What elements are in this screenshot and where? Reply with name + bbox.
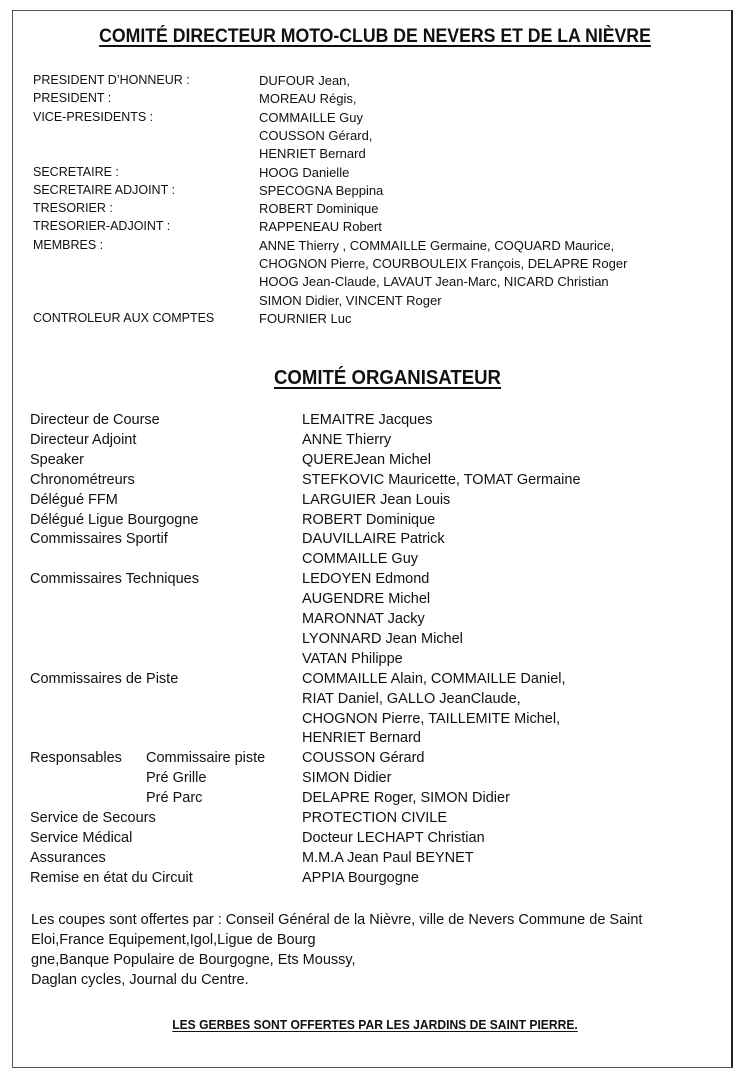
member-names: APPIA Bourgogne (302, 869, 419, 886)
role-label: TRESORIER : (33, 201, 113, 216)
page-title: COMITÉ DIRECTEUR MOTO-CLUB DE NEVERS ET DE LA NIÈVRE (99, 26, 651, 47)
member-names: DELAPRE Roger, SIMON Didier (302, 790, 510, 807)
role-label: Commissaires de Piste (30, 670, 179, 687)
member-names: SIMON Didier, VINCENT Roger (259, 292, 442, 308)
role-sublabel: Commissaire piste (146, 750, 266, 767)
role-label: Délégué FFM (30, 491, 118, 508)
role-label: CONTROLEUR AUX COMPTES (33, 310, 215, 325)
role-label: MEMBRES : (33, 237, 104, 252)
member-names: ANNE Thierry (302, 431, 392, 448)
member-names: SPECOGNA Beppina (259, 182, 384, 198)
member-names: VATAN Philippe (302, 650, 403, 667)
role-label: TRESORIER-ADJOINT : (33, 219, 171, 234)
member-names: HENRIET Bernard (259, 146, 366, 162)
member-names: CHOGNON Pierre, TAILLEMITE Michel, (302, 710, 561, 727)
member-names: HOOG Danielle (259, 164, 350, 180)
member-names: MOREAU Régis, (259, 91, 357, 107)
member-names: RIAT Daniel, GALLO JeanClaude, (302, 690, 521, 707)
member-names: SIMON Didier (302, 770, 392, 787)
role-label: Service de Secours (30, 810, 156, 826)
member-names: PROTECTION CIVILE (302, 810, 448, 826)
member-names: DAUVILLAIRE Patrick (302, 531, 445, 548)
coupes-line: Daglan cycles, Journal du Centre. (31, 972, 249, 988)
member-names: FOURNIER Luc (259, 310, 352, 326)
role-label: Chronométreurs (30, 471, 135, 488)
coupes-line: Les coupes sont offertes par : Conseil Général de la Nièvre, ville de Nevers Commune de Saint (31, 912, 643, 928)
member-names: Docteur LECHAPT Christian (302, 829, 485, 846)
role-label: Directeur Adjoint (30, 431, 137, 448)
gerbes-notice: LES GERBES SONT OFFERTES PAR LES JARDINS DE SAINT PIERRE. (172, 1017, 578, 1032)
role-label: SECRETAIRE ADJOINT : (33, 182, 175, 197)
role-sublabel: Pré Grille (146, 770, 207, 787)
role-label: SECRETAIRE : (33, 164, 119, 179)
member-names: LEMAITRE Jacques (302, 412, 433, 428)
section-title-organisateur: COMITÉ ORGANISATEUR (273, 367, 501, 389)
member-names: M.M.A Jean Paul BEYNET (302, 849, 474, 866)
role-label: Remise en état du Circuit (30, 869, 193, 886)
member-names: DUFOUR Jean, (259, 73, 351, 88)
role-label: PRESIDENT : (33, 91, 112, 106)
member-names: COUSSON Gérard, (259, 127, 373, 143)
member-names: MARONNAT Jacky (302, 611, 425, 627)
member-names: AUGENDRE Michel (302, 591, 431, 608)
member-names: COMMAILLE Alain, COMMAILLE Daniel, (302, 670, 566, 687)
member-names: ROBERT Dominique (302, 511, 436, 528)
role-label: Responsables (30, 750, 122, 767)
member-names: COMMAILLE Guy (302, 551, 419, 568)
member-names: COUSSON Gérard (302, 750, 425, 767)
member-names: COMMAILLE Guy (259, 109, 364, 125)
role-label: Speaker (30, 451, 85, 468)
member-names: ROBERT Dominique (259, 201, 379, 217)
member-names: CHOGNON Pierre, COURBOULEIX François, DELAPRE Roger (259, 256, 628, 271)
role-label: PRESIDENT D’HONNEUR : (33, 73, 190, 87)
role-label: Délégué Ligue Bourgogne (30, 511, 199, 528)
role-label: VICE-PRESIDENTS : (33, 109, 154, 124)
role-label: Commissaires Techniques (30, 571, 199, 588)
member-names: ANNE Thierry , COMMAILLE Germaine, COQUARD Maurice, (259, 237, 615, 253)
member-names: LYONNARD Jean Michel (302, 630, 463, 647)
member-names: HENRIET Bernard (302, 730, 421, 747)
role-label: Directeur de Course (30, 412, 160, 428)
member-names: QUEREJean Michel (302, 451, 431, 468)
coupes-paragraph (31, 910, 691, 990)
role-label: Assurances (30, 849, 106, 866)
role-sublabel: Pré Parc (146, 790, 203, 807)
coupes-line: gne,Banque Populaire de Bourgogne, Ets Moussy, (31, 952, 356, 968)
member-names: LEDOYEN Edmond (302, 571, 430, 588)
member-names: LARGUIER Jean Louis (302, 491, 451, 508)
member-names: STEFKOVIC Mauricette, TOMAT Germaine (302, 471, 581, 488)
member-names: HOOG Jean-Claude, LAVAUT Jean-Marc, NICARD Christian (259, 274, 609, 290)
role-label: Commissaires Sportif (30, 531, 168, 548)
coupes-line: Eloi,France Equipement,Igol,Ligue de Bourg (31, 932, 316, 948)
role-label: Service Médical (30, 829, 133, 846)
member-names: RAPPENEAU Robert (259, 219, 382, 235)
